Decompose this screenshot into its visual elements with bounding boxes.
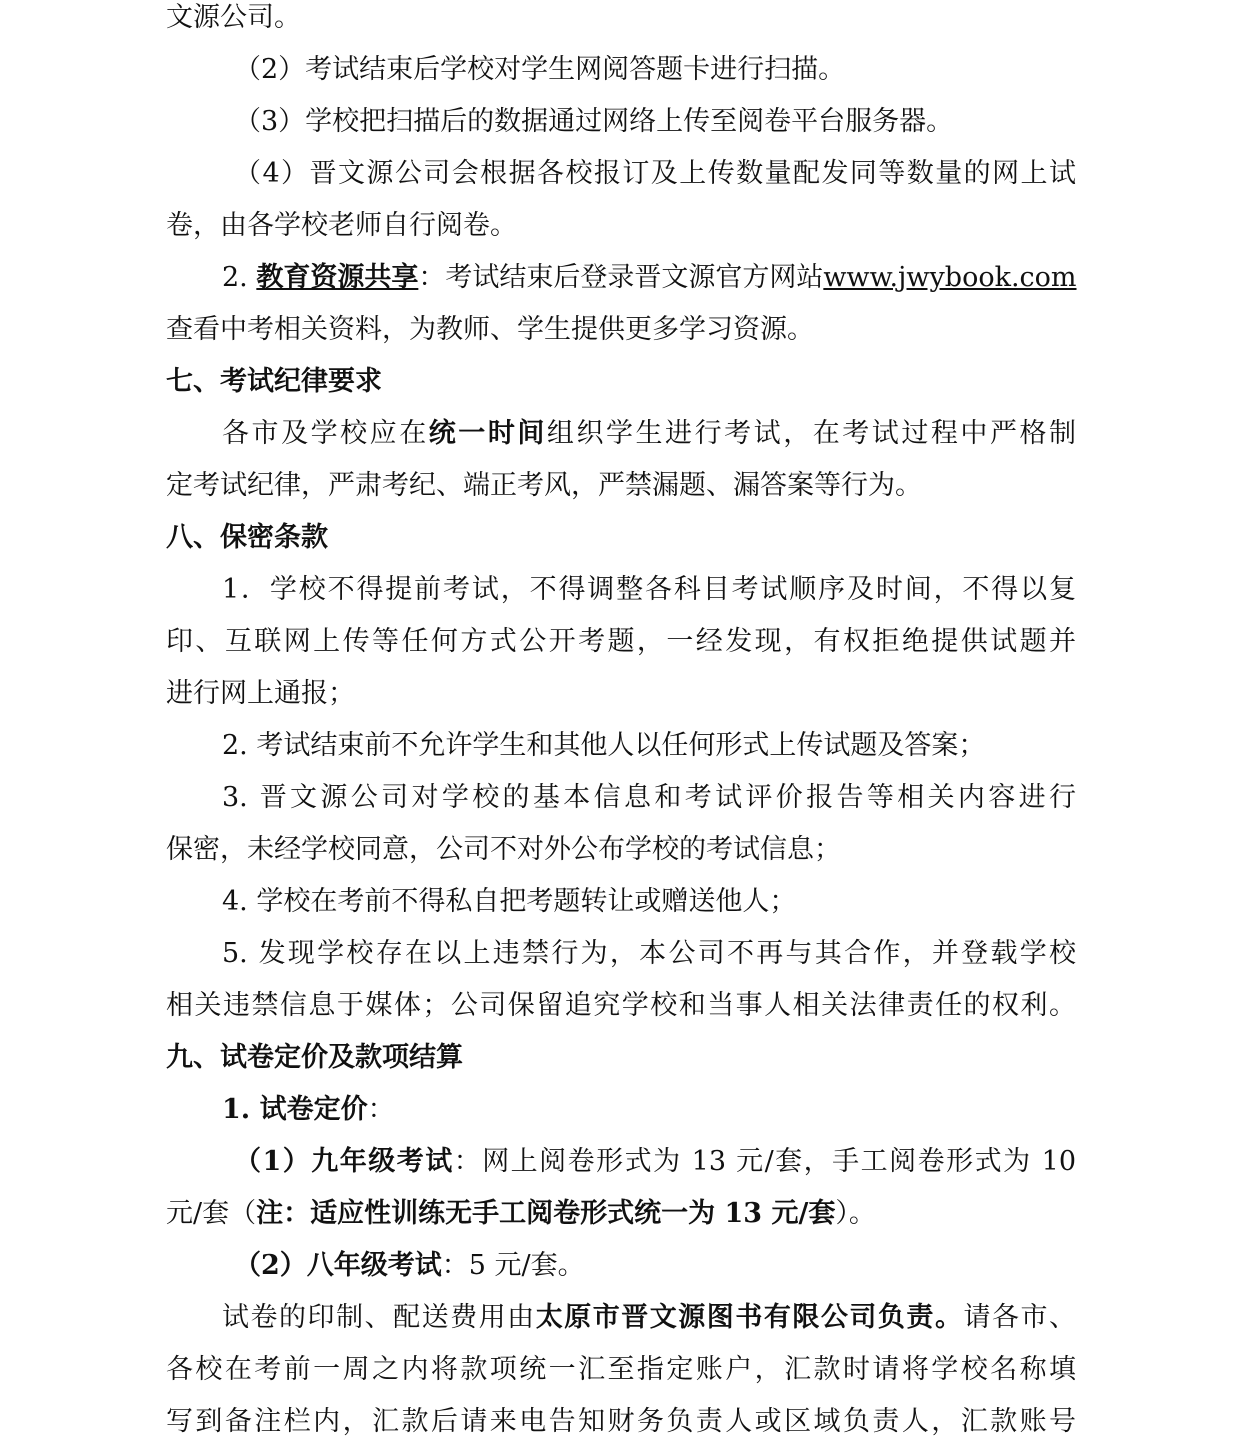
text-run: ： [367, 1094, 395, 1125]
text-line: 定考试纪律，严肃考纪、端正考风，严禁漏题、漏答案等行为。 [166, 470, 922, 501]
text-line [166, 1194, 1076, 1234]
text-line: 相关违禁信息于媒体；公司保留追究学校和当事人相关法律责任的权利。 [166, 990, 1076, 1021]
text-line: 进行网上通报； [166, 678, 355, 709]
text-run: 组织学生进行考试，在考试过程中严格制 [546, 418, 1077, 449]
website-link[interactable]: www.jwybook.com [823, 262, 1077, 293]
text-line: 1．学校不得提前考试，不得调整各科目考试顺序及时间，不得以复 [222, 574, 1076, 605]
bold-term: （1）九年级考试 [234, 1146, 454, 1177]
item-number: 2. [222, 262, 257, 293]
item-number: 1. [222, 1094, 260, 1125]
text-line: （3）学校把扫描后的数据通过网络上传至阅卷平台服务器。 [234, 106, 954, 137]
text-run: 各市及学校应在 [222, 418, 429, 449]
text-run: 请各市、 [963, 1302, 1077, 1333]
text-line [222, 1090, 1076, 1130]
bold-term: 教育资源共享 [256, 262, 419, 293]
section-heading: 九、试卷定价及款项结算 [166, 1042, 463, 1073]
text-line: 印、互联网上传等任何方式公开考题，一经发现，有权拒绝提供试题并 [166, 626, 1076, 657]
text-run: 试卷的印制、配送费用由 [222, 1302, 536, 1333]
text-line: 5. 发现学校存在以上违禁行为，本公司不再与其合作，并登载学校 [222, 938, 1076, 969]
text-line: 2. 考试结束前不允许学生和其他人以任何形式上传试题及答案； [222, 730, 986, 761]
text-line [222, 258, 1076, 298]
section-heading: 八、保密条款 [166, 522, 328, 553]
bold-term: 太原市晋文源图书有限公司负责。 [535, 1302, 964, 1333]
text-run: ：考试结束后登录晋文源官方网站 [418, 262, 824, 293]
text-line: 写到备注栏内，汇款后请来电告知财务负责人或区域负责人，汇款账号 [166, 1406, 1076, 1437]
text-line [234, 1142, 1076, 1182]
text-line: （4）晋文源公司会根据各校报订及上传数量配发同等数量的网上试 [234, 158, 1076, 189]
bold-term: 统一时间 [428, 418, 547, 449]
text-run: ）。 [835, 1198, 876, 1229]
text-line: 4. 学校在考前不得私自把考题转让或赠送他人； [222, 886, 797, 917]
text-line: 各校在考前一周之内将款项统一汇至指定账户，汇款时请将学校名称填 [166, 1354, 1076, 1385]
text-run: ：5 元/套。 [441, 1250, 585, 1281]
bold-note: 注：适应性训练无手工阅卷形式统一为 13 元/套 [256, 1198, 836, 1229]
text-line: （2）考试结束后学校对学生网阅答题卡进行扫描。 [234, 54, 846, 85]
bold-term: （2）八年级考试 [234, 1250, 442, 1281]
text-line: 卷，由各学校老师自行阅卷。 [166, 210, 517, 241]
text-line [234, 1246, 1076, 1286]
text-line: 查看中考相关资料，为教师、学生提供更多学习资源。 [166, 314, 814, 345]
text-line: 保密，未经学校同意，公司不对外公布学校的考试信息； [166, 834, 841, 865]
text-run: 元/套（ [166, 1198, 257, 1229]
text-line [222, 414, 1076, 454]
text-line: 3. 晋文源公司对学校的基本信息和考试评价报告等相关内容进行 [222, 782, 1076, 813]
text-line [222, 1298, 1076, 1338]
text-run: ：网上阅卷形式为 13 元/套，手工阅卷形式为 10 [453, 1146, 1076, 1177]
text-line: 文源公司。 [166, 2, 301, 33]
bold-term: 试卷定价 [259, 1094, 368, 1125]
section-heading: 七、考试纪律要求 [166, 366, 382, 397]
